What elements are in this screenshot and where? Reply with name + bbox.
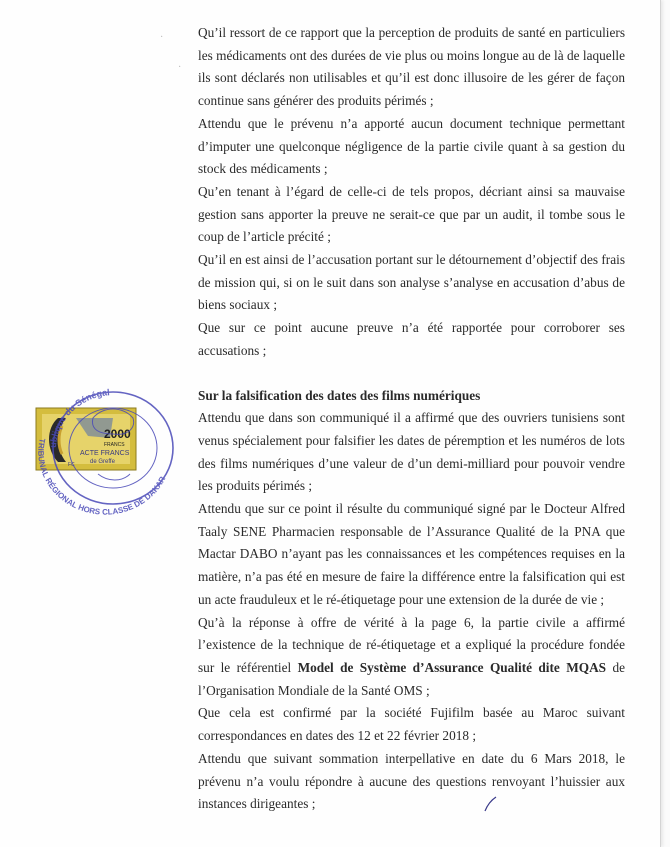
paragraph: Que cela est confirmé par la société Fujifilm basée au Maroc suivant correspondances en dates des 12 et 22 février 2018 ;: [198, 705, 625, 744]
margin-dot: ·: [160, 32, 164, 43]
paragraph: Attendu que dans son communiqué il a affirmé que des ouvriers tunisiens sont venus spécialement pour falsifier les dates de péremption et les numéros de lots des films numériques d’une valeur de d’un demi-milliard pour pouvoir vendre les produits périmés ;: [198, 410, 625, 494]
court-stamp: [18, 378, 178, 518]
paragraph: Qu’il ressort de ce rapport que la perception de produits de santé en particuliers les médicaments ont des durées de vie plus ou moins longue au de là de laquelle ils sont déclarés non utilisables et qu’il est donc illusoire de les gérer de façon continue sans générer des produits périmés ;: [198, 25, 625, 109]
document-body: [198, 22, 625, 816]
seal-ring-bottom: TRIBUNAL RÉGIONAL HORS CLASSE DE DAKAR: [36, 437, 168, 517]
fiscal-value: 2000: [104, 427, 131, 441]
fiscal-sub: de Greffe: [90, 459, 115, 465]
fiscal-code: FC: [68, 462, 75, 468]
paragraph-reference: [198, 612, 625, 703]
pen-mark: [484, 796, 498, 812]
seal-ring-top: ublique du Sénégal: [47, 387, 111, 449]
paragraph: Attendu que suivant sommation interpellative en date du 6 Mars 2018, le prévenu n’a voulu répondre à aucune des questions renvoyant l’huissier aux instances dirigeantes ;: [198, 750, 625, 812]
margin-dot: ·: [178, 62, 182, 73]
fiscal-label: ACTE FRANCS: [80, 450, 130, 457]
paragraph-text: de l’Organisation Mondiale de la Santé OMS ;: [198, 659, 626, 698]
spacer: [198, 363, 625, 385]
paragraph: Qu’il en est ainsi de l’accusation portant sur le détournement d’objectif des frais de mission qui, si on le suit dans son analyse s’analyse en accusation d’abus de biens sociaux ;: [198, 252, 625, 313]
fiscal-unit: FRANCS: [104, 442, 125, 448]
section-heading: Sur la falsification des dates des films numériques: [198, 387, 481, 403]
bold-reference: Model de Système d’Assurance Qualité dite MQAS: [297, 659, 607, 675]
paragraph: Que sur ce point aucune preuve n’a été rapportée pour corroborer ses accusations ;: [198, 320, 625, 358]
paragraph: Attendu que le prévenu n’a apporté aucun document technique permettant d’imputer une quelconque négligence de la partie civile quant à sa gestion du stock des médicaments ;: [198, 115, 625, 177]
paragraph: Attendu que sur ce point il résulte du communiqué signé par le Docteur Alfred Taaly SENE Pharmacien responsable de l’Assurance Qualité de la PNA que Mactar DABO n’ayant pas les connaissances et les compétences requises en la matière, n’a pas été en mesure de faire la différence entre la falsification qui est un acte frauduleux et le ré-étiquetage pour une extension de la durée de vie ;: [198, 501, 625, 607]
paragraph: Qu’en tenant à l’égard de celle-ci de tels propos, décriant ainsi sa mauvaise gestion sans apporter la preuve ne serait-ce que par un audit, il tombe sous le coup de l’article précité ;: [198, 183, 625, 245]
paragraph-text: Qu’à la réponse à offre de vérité à la page 6, la partie civile a affirmé l’existence de la technique de ré-étiquetage et a expliqué la procédure fondée sur le référentiel: [198, 614, 625, 675]
